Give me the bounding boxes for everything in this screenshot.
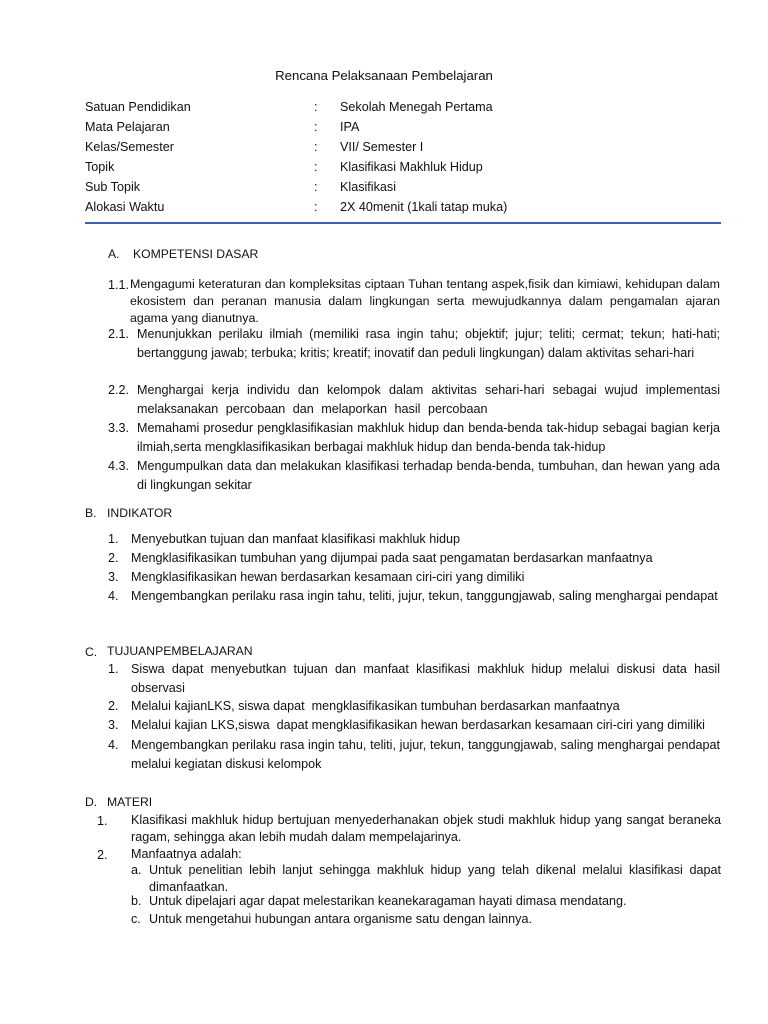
identity-separator: : [314, 100, 318, 114]
list-subitem [131, 911, 722, 928]
section-letter: A. [108, 247, 120, 261]
identity-row [85, 158, 725, 178]
identity-row [85, 178, 725, 198]
list-item [108, 419, 722, 457]
subitem-text: Untuk penelitian lebih lanjut sehingga makhluk hidup yang telah dikenal melalui klasifikasi dapat dimanfaatkan. [149, 863, 721, 894]
identity-label: Satuan Pendidikan [85, 100, 191, 114]
item-number: 2.1. [108, 327, 130, 341]
identity-separator: : [314, 180, 318, 194]
list-item [108, 736, 722, 774]
identity-separator: : [314, 120, 318, 134]
identity-row [85, 198, 725, 218]
subitem-text: Untuk mengetahui hubungan antara organisme satu dengan lainnya. [149, 912, 532, 926]
section-letter: C. [85, 645, 98, 659]
list-item [108, 587, 722, 625]
item-text: Mengagumi keteraturan dan kompleksitas ciptaan Tuhan tentang aspek,fisik dan kimiawi, kehidupan dalam ekosistem dan peranan manusia dalam lingkungan serta mewujudkannya dalam pengamalan ajaran agama yang dianutnya. [130, 277, 720, 325]
item-number: 4. [108, 738, 119, 752]
subitem-letter: b. [131, 894, 142, 908]
identity-value: 2X 40menit (1kali tatap muka) [340, 200, 508, 214]
section-letter: D. [85, 795, 98, 809]
item-number: 2.2. [108, 383, 130, 397]
item-text: Klasifikasi makhluk hidup bertujuan menyederhanakan objek studi makhluk hidup yang sangat beraneka ragam, sehingga akan lebih mudah dalam mempelajarinya. [131, 813, 721, 844]
item-text: Melalui kajian LKS,siswa dapat mengklasifikasikan hewan berdasarkan kesamaan ciri-ciri yang dimiliki [131, 718, 705, 732]
list-item [108, 716, 722, 735]
identity-table [85, 98, 725, 218]
item-text: Manfaatnya adalah: [131, 847, 242, 861]
item-text: Memahami prosedur pengklasifikasian makhluk hidup dan benda-benda tak-hidup sebagai bagian kerja ilmiah,serta mengklasifikasikan berbagai makhluk hidup dan benda-benda tak-hidup [137, 421, 720, 454]
identity-separator: : [314, 160, 318, 174]
list-item [108, 457, 722, 495]
subitem-letter: c. [131, 912, 141, 926]
identity-label: Kelas/Semester [85, 140, 174, 154]
list-item [97, 812, 722, 846]
identity-value: Klasifikasi Makhluk Hidup [340, 160, 483, 174]
item-number: 1. [108, 532, 119, 546]
item-text: Menghargai kerja individu dan kelompok dalam aktivitas sehari-hari sebagai wujud implementasi melaksanakan percobaan dan melaporkan hasil percobaan [137, 383, 720, 416]
item-text: Melalui kajianLKS, siswa dapat mengklasifikasikan tumbuhan berdasarkan manfaatnya [131, 699, 620, 713]
section-letter: B. [85, 506, 97, 520]
identity-label: Sub Topik [85, 180, 141, 194]
header-divider [85, 222, 721, 224]
subitem-text: Untuk dipelajari agar dapat melestarikan keanekaragaman hayati dimasa mendatang. [149, 894, 627, 908]
list-item [108, 325, 722, 382]
list-subitem [131, 893, 722, 910]
item-text: Mengembangkan perilaku rasa ingin tahu, teliti, jujur, tekun, tanggungjawab, saling menghargai pendapat melalui kegiatan diskusi kelompok [131, 738, 720, 771]
item-text: Mengembangkan perilaku rasa ingin tahu, teliti, jujur, tekun, tanggungjawab, saling menghargai pendapat [131, 589, 718, 603]
identity-row [85, 98, 725, 118]
list-subitem [131, 862, 722, 896]
item-number: 4. [108, 589, 119, 603]
identity-label: Alokasi Waktu [85, 200, 165, 214]
list-item [108, 549, 722, 568]
item-text: Menyebutkan tujuan dan manfaat klasifikasi makhluk hidup [131, 532, 461, 546]
identity-row [85, 138, 725, 158]
item-text: Siswa dapat menyebutkan tujuan dan manfaat klasifikasi makhluk hidup melalui diskusi data hasil observasi [131, 662, 720, 695]
item-number: 3. [108, 718, 119, 732]
identity-value: IPA [340, 120, 360, 134]
section-title: MATERI [107, 795, 153, 809]
section-d-heading [85, 793, 685, 812]
item-number: 2. [97, 848, 108, 862]
list-item [97, 846, 722, 863]
list-item [108, 381, 722, 419]
subitem-letter: a. [131, 863, 142, 877]
list-item [108, 660, 722, 698]
section-b-heading [85, 504, 685, 523]
item-number: 1.1. [108, 278, 130, 292]
item-text: Menunjukkan perilaku ilmiah (memiliki rasa ingin tahu; objektif; jujur; teliti; cermat; tekun; hati-hati; bertanggung jawab; terbuka; kritis; kreatif; inovatif dan peduli lingkungan) dalam aktivitas sehari-hari [137, 327, 720, 360]
identity-value: VII/ Semester I [340, 140, 424, 154]
identity-value: Sekolah Menegah Pertama [340, 100, 493, 114]
identity-label: Topik [85, 160, 115, 174]
document-title: Rencana Pelaksanaan Pembelajaran [275, 68, 493, 83]
list-item [108, 697, 722, 716]
item-text: Mengklasifikasikan hewan berdasarkan kesamaan ciri-ciri yang dimiliki [131, 570, 525, 584]
identity-value: Klasifikasi [340, 180, 396, 194]
list-item [108, 530, 722, 549]
item-number: 4.3. [108, 459, 130, 473]
section-a-heading [108, 245, 708, 264]
section-title: KOMPETENSI DASAR [133, 247, 259, 261]
item-text: Mengklasifikasikan tumbuhan yang dijumpai pada saat pengamatan berdasarkan manfaatnya [131, 551, 653, 565]
list-item [108, 568, 722, 587]
item-number: 3.3. [108, 421, 130, 435]
item-number: 1. [97, 814, 108, 828]
section-title: INDIKATOR [107, 506, 173, 520]
section-title: TUJUANPEMBELAJARAN [107, 644, 253, 658]
item-number: 3. [108, 570, 119, 584]
identity-separator: : [314, 140, 318, 154]
item-number: 2. [108, 699, 119, 713]
identity-row [85, 118, 725, 138]
identity-label: Mata Pelajaran [85, 120, 170, 134]
item-text: Mengumpulkan data dan melakukan klasifikasi terhadap benda-benda, tumbuhan, dan hewan yang ada di lingkungan sekitar [137, 459, 720, 492]
identity-separator: : [314, 200, 318, 214]
item-number: 2. [108, 551, 119, 565]
item-number: 1. [108, 662, 119, 676]
